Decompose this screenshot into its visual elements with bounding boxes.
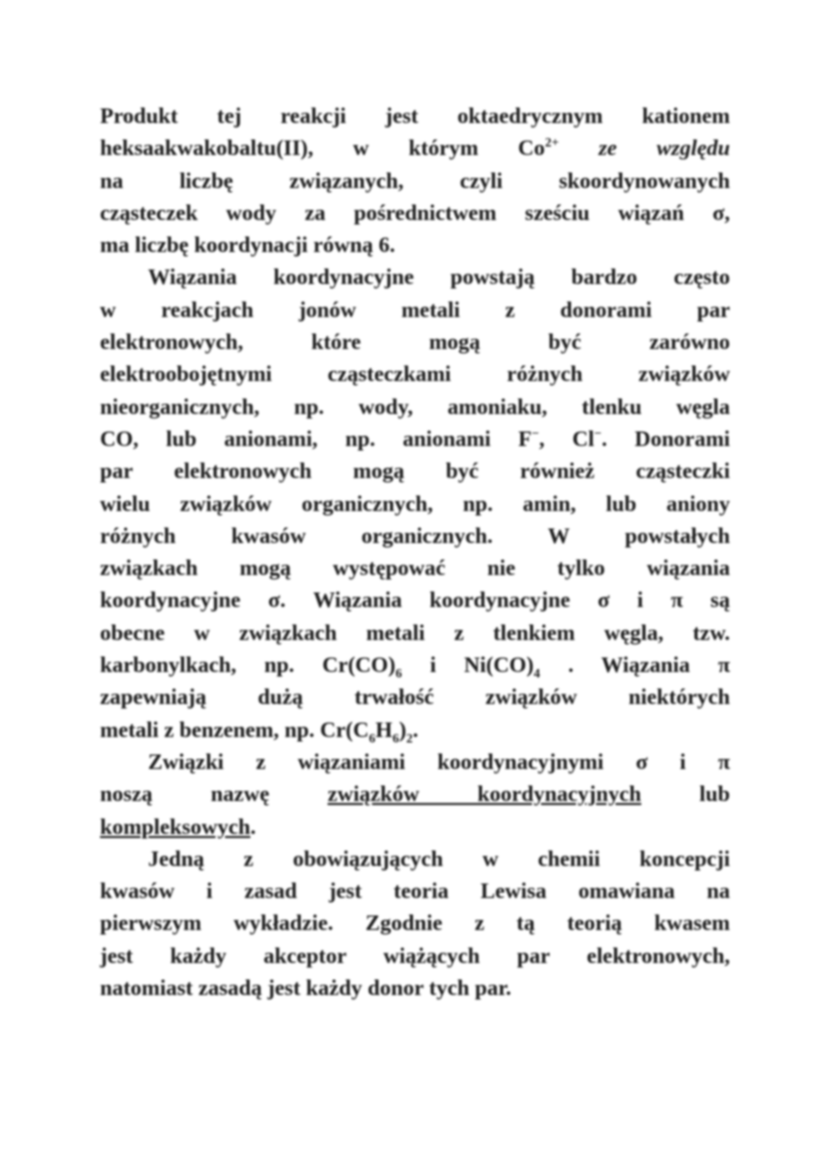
text-span: heksaakwakobaltu(II), w którym Co [100, 135, 545, 161]
charge-superscript: 2+ [544, 134, 559, 150]
text-line: pierwszym wykładzie. Zgodnie z tą teorią kwasem [100, 910, 730, 936]
paragraph-4 [100, 843, 730, 1004]
subscript: 6 [395, 665, 402, 681]
text-span: . Wiązania π [540, 652, 731, 678]
text-span: . Donorami [601, 425, 731, 451]
text-line: jest każdy akceptor wiążących par elektronowych, [100, 942, 730, 968]
text-line [100, 649, 730, 681]
text-span: metali z benzenem, np. Cr(C [100, 716, 369, 742]
text-line: Związki z wiązaniami koordynacyjnymi σ i π [148, 748, 730, 774]
subscript: 6 [368, 730, 376, 746]
charge-superscript: − [531, 425, 540, 441]
paragraph-3 [100, 746, 730, 843]
text-span: H [375, 716, 393, 742]
text-line: Jedną z obowiązujących w chemii koncepcji [148, 845, 730, 871]
text-span: . [412, 716, 419, 742]
text-span: . [250, 813, 256, 839]
text-span: , Cl [539, 425, 595, 451]
text-line: w reakcjach jonów metali z donorami par [100, 296, 730, 322]
text-span: ) [398, 716, 407, 742]
text-span: i Ni(CO) [402, 652, 534, 678]
text-line: par elektronowych mogą być również cząsteczki [100, 458, 730, 484]
text-line: Produkt tej reakcji jest oktaedrycznym kationem [100, 103, 730, 128]
underlined-term: kompleksowych [100, 813, 251, 839]
text-line: różnych kwasów organicznych. W powstałych [100, 522, 730, 548]
paragraph-1 [100, 100, 730, 261]
text-span: ze względu [558, 135, 730, 161]
text-line: Wiązania koordynacyjne powstają bardzo często [148, 264, 730, 290]
subscript: 6 [392, 730, 399, 746]
text-line: nieorganicznych, np. wody, amoniaku, tlenku węgla [100, 393, 730, 419]
text-span: lub [641, 781, 731, 807]
underlined-term: związków koordynacyjnych [327, 781, 642, 807]
text-line: kwasów i zasad jest teoria Lewisa omawiana na [100, 878, 730, 904]
text-line: obecne w związkach metali z tlenkiem węgla, tzw. [100, 619, 730, 645]
text-line: koordynacyjne σ. Wiązania koordynacyjne σ i π są [100, 587, 730, 613]
document-page [100, 100, 730, 1004]
text-line [100, 778, 730, 810]
text-line [100, 714, 730, 746]
subscript: 4 [533, 665, 541, 681]
text-line: zapewniają dużą trwałość związków niektórych [100, 684, 730, 710]
text-line [100, 132, 730, 164]
text-line: elektronowych, które mogą być zarówno [100, 329, 730, 355]
text-line: cząsteczek wody za pośrednictwem sześciu wiązań σ, [100, 199, 730, 225]
text-line: natomiast zasadą jest każdy donor tych par. [100, 975, 512, 1001]
text-line: ma liczbę koordynacji równą 6. [100, 232, 396, 258]
text-line [100, 811, 730, 843]
paragraph-2 [100, 261, 730, 745]
charge-superscript: − [594, 425, 602, 441]
text-span: noszą nazwę [100, 781, 328, 807]
subscript: 2 [406, 730, 413, 746]
text-line: elektroobojętnymi cząsteczkami różnych związków [100, 361, 730, 387]
text-line: na liczbę związanych, czyli skoordynowanych [100, 167, 730, 193]
text-span: CO, lub anionami, np. anionami F [100, 425, 532, 451]
text-line: związkach mogą występować nie tylko wiązania [100, 555, 730, 581]
text-span: karbonylkach, np. Cr(CO) [100, 652, 396, 678]
text-line: wielu związków organicznych, np. amin, lub aniony [100, 490, 730, 516]
text-line [100, 423, 730, 455]
